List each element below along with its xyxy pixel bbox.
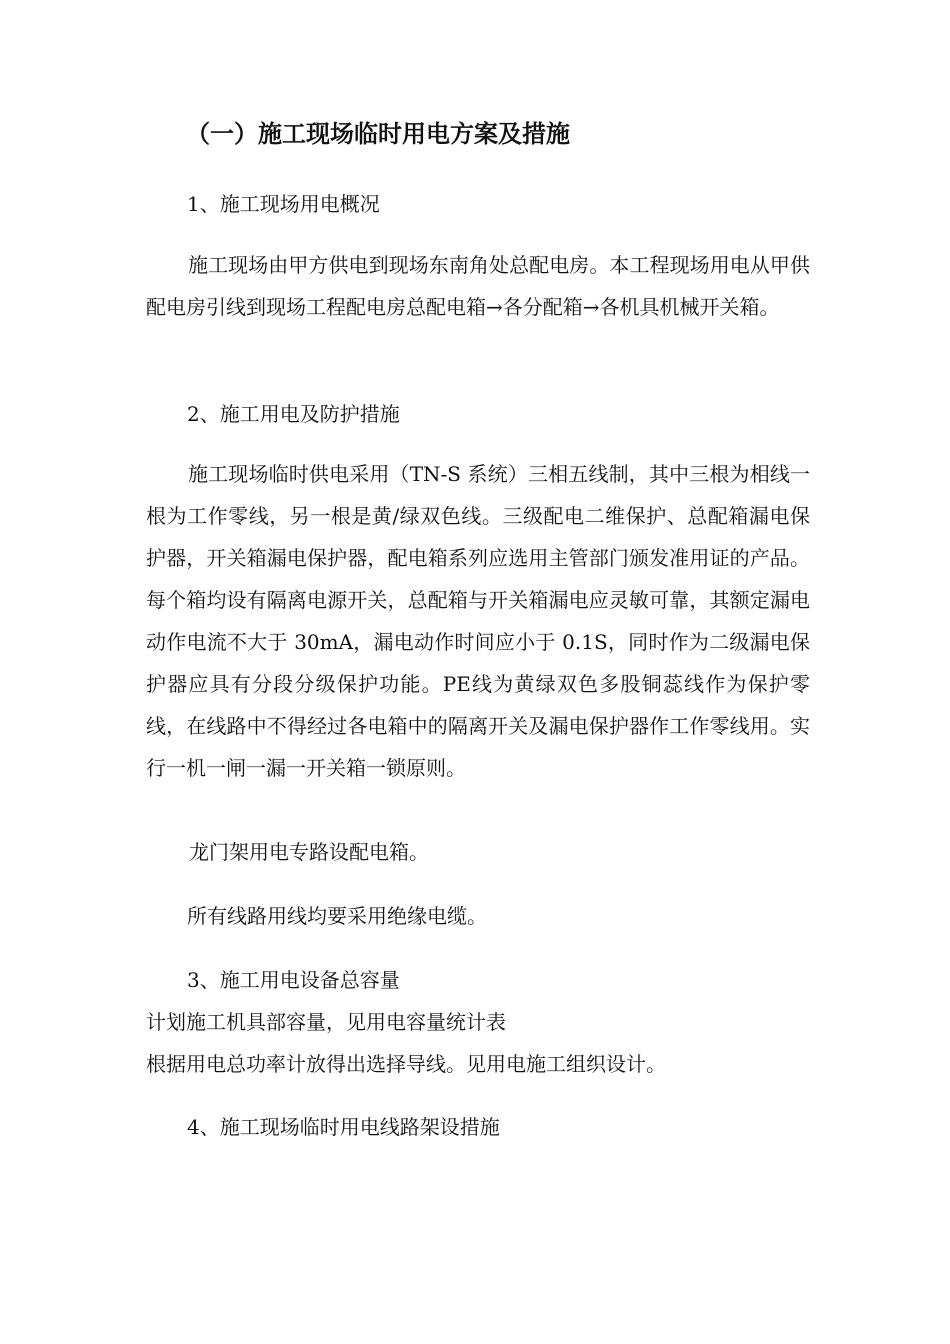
gantry-power-line: 龙门架用电专路设配电箱。 xyxy=(189,840,429,864)
section-3-heading: 3、施工用电设备总容量 xyxy=(187,968,400,992)
document-title: （一）施工现场临时用电方案及措施 xyxy=(186,120,570,148)
section-1-heading: 1、施工现场用电概况 xyxy=(187,192,380,216)
section-3-line-2: 根据用电总功率计放得出选择导线。见用电施工组织设计。 xyxy=(146,1052,666,1076)
section-4-heading: 4、施工现场临时用电线路架设措施 xyxy=(187,1115,500,1139)
section-1-paragraph: 施工现场由甲方供电到现场东南角处总配电房。本工程现场用电从甲供配电房引线到现场工程配电房总配电箱→各分配箱→各机具机械开关箱。 xyxy=(146,253,810,319)
insulated-cable-line: 所有线路用线均要采用绝缘电缆。 xyxy=(187,904,487,928)
section-3-line-1: 计划施工机具部容量，见用电容量统计表 xyxy=(146,1010,506,1034)
section-2-heading: 2、施工用电及防护措施 xyxy=(187,402,400,426)
section-2-paragraph: 施工现场临时供电采用（TN-S 系统）三相五线制，其中三根为相线一根为工作零线，另一根是黄/绿双色线。三级配电二维保护、总配箱漏电保护器，开关箱漏电保护器，配电箱系列应选用主管部门颁发准用证的产品。每个箱均设有隔离电源开关，总配箱与开关箱漏电应灵敏可靠，其额定漏电动作电流不大于 30mA，漏电动作时间应小于 0.1S，同时作为二级漏电保护器应具有分段分级保护功能。PE线为黄绿双色多股铜蕊线作为保护零线，在线路中不得经过各电箱中的隔离开关及漏电保护器作工作零线用。实行一机一闸一漏一开关箱一锁原则。 xyxy=(146,462,810,780)
